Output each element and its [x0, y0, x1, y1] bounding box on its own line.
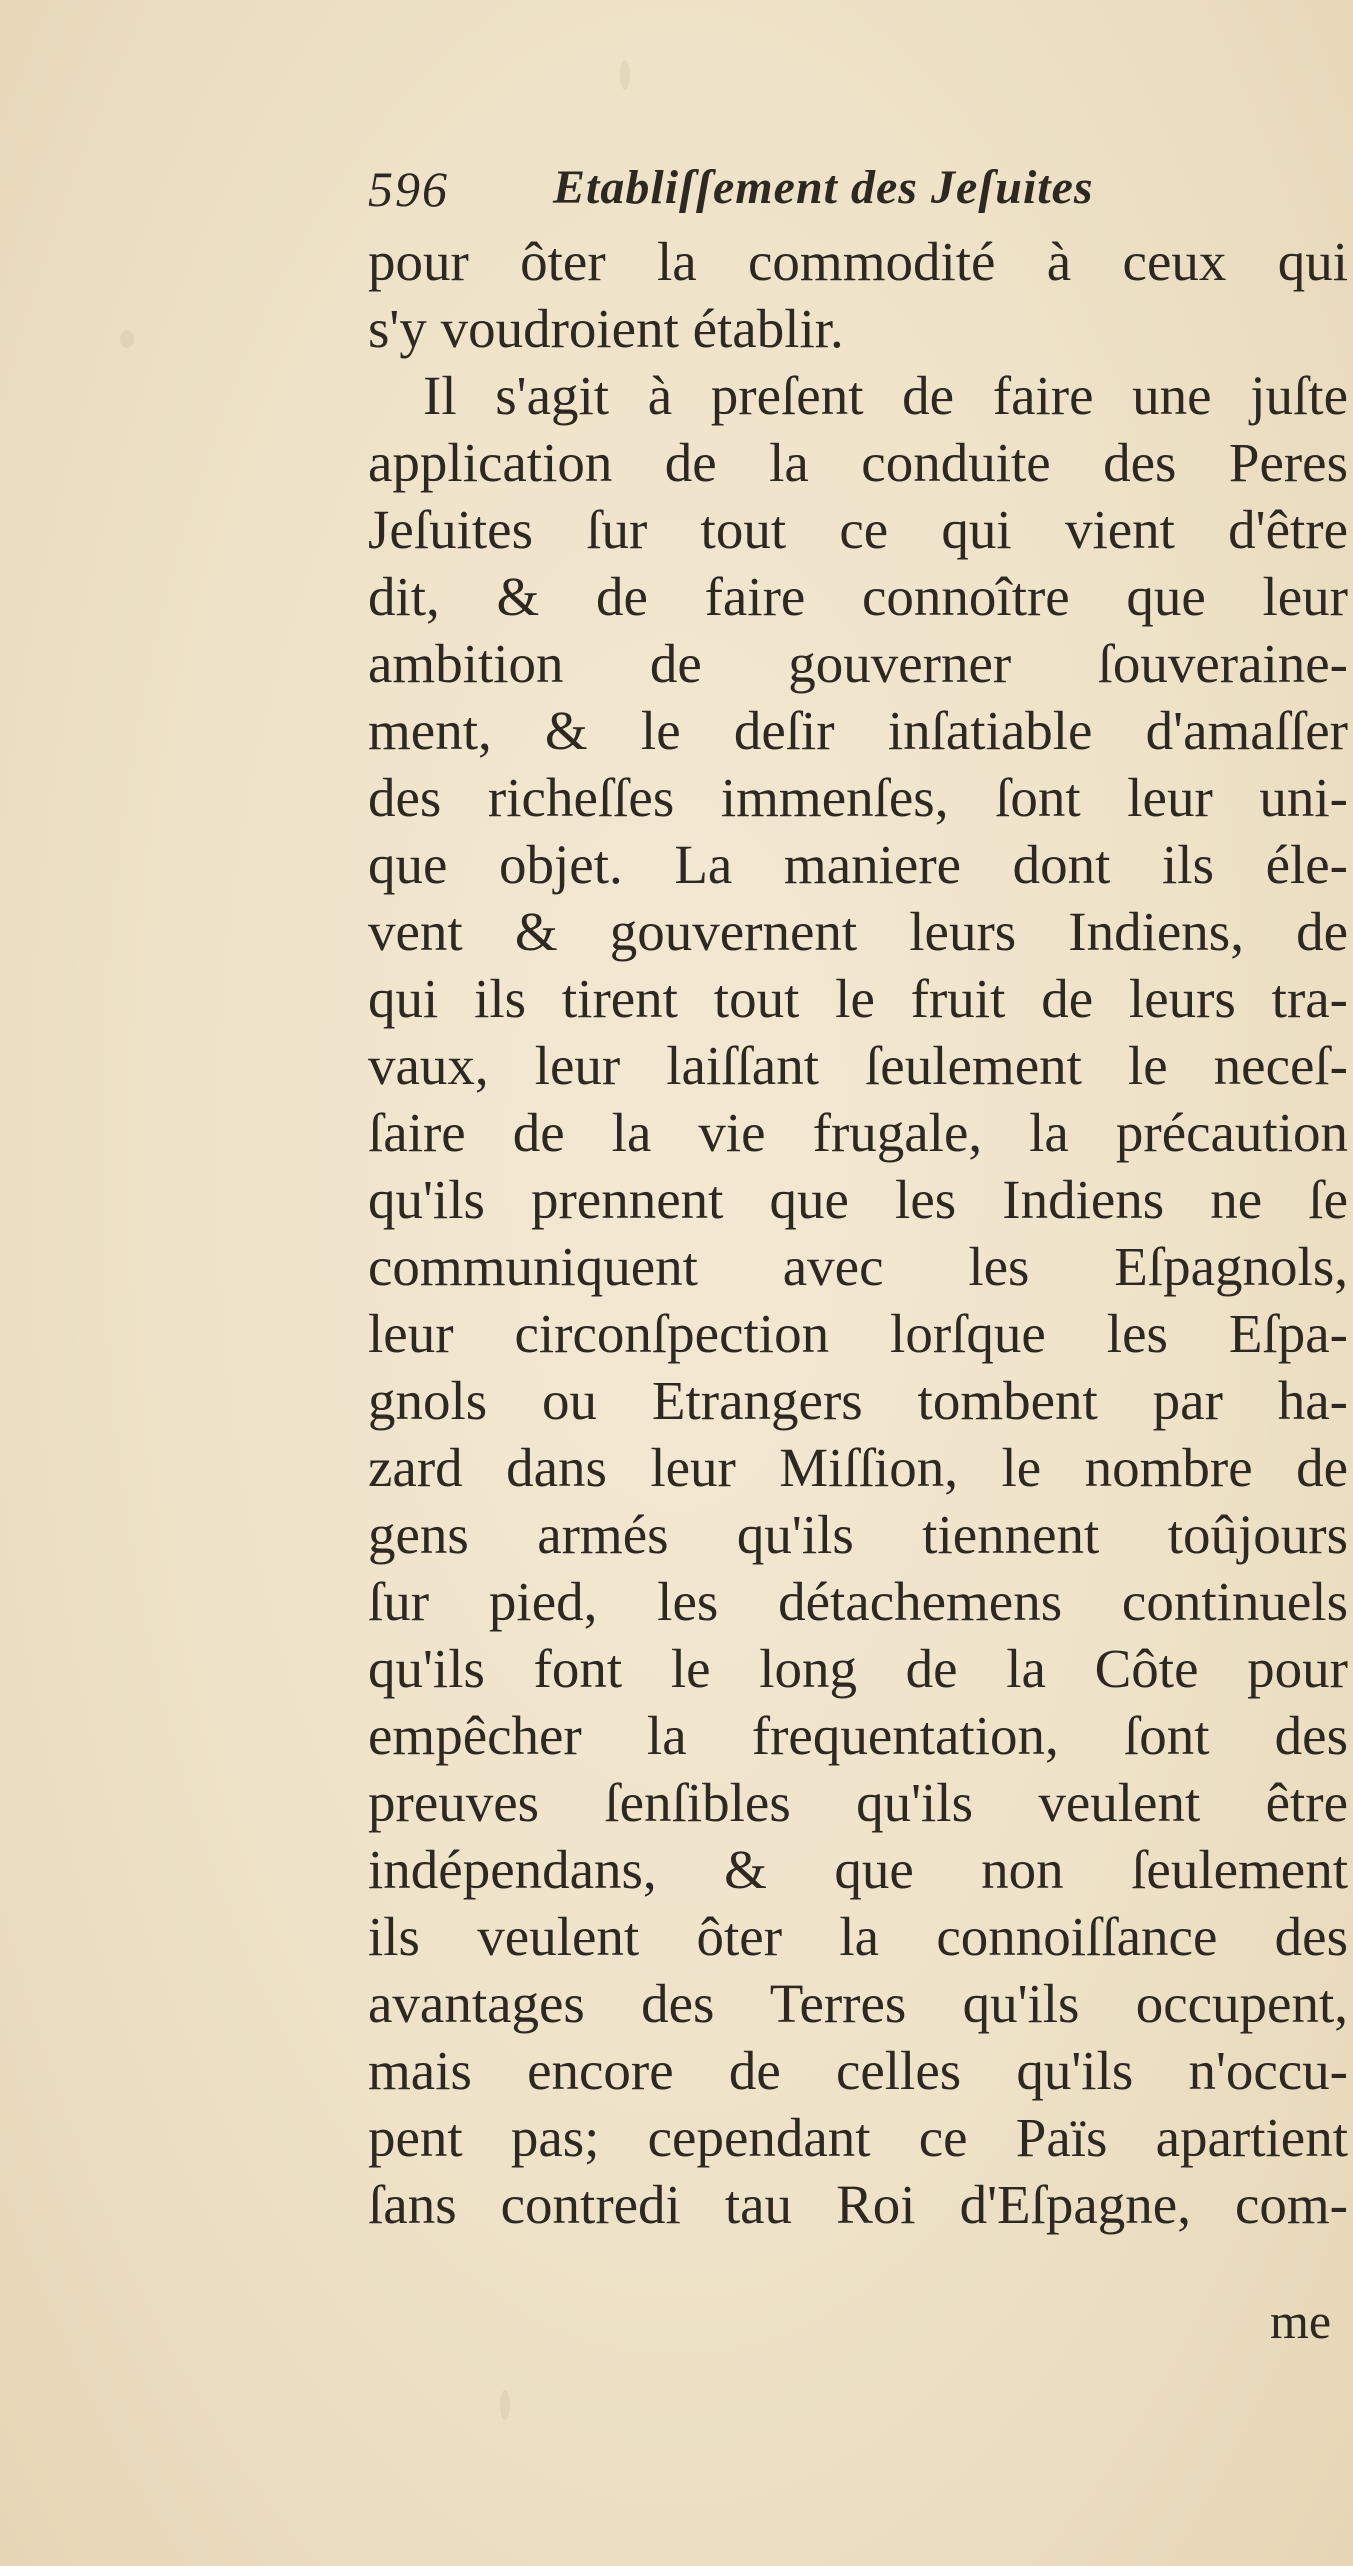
page-number: 596 — [368, 161, 449, 217]
text-line: s'y voudroient établir. — [368, 298, 844, 359]
paper-stain — [500, 2390, 510, 2420]
text-line: application de la conduite des Peres — [368, 432, 1348, 493]
paper-stain — [620, 60, 630, 90]
text-line: gnols ou Etrangers tombent par ha- — [368, 1370, 1348, 1431]
paper-stain — [120, 330, 134, 348]
text-line: ſur pied, les détachemens continuels — [368, 1571, 1348, 1632]
text-line: indépendans, & que non ſeulement — [368, 1839, 1348, 1900]
text-line: ſans contredi tau Roi d'Eſpagne, com- — [368, 2174, 1348, 2235]
text-line: vent & gouvernent leurs Indiens, de — [368, 901, 1348, 962]
text-line: communiquent avec les Eſpagnols, — [368, 1236, 1348, 1297]
text-line: Il s'agit à preſent de faire une juſte — [423, 365, 1348, 426]
text-line: vaux, leur laiſſant ſeulement le neceſ- — [368, 1035, 1348, 1096]
text-line: ils veulent ôter la connoiſſance des — [368, 1906, 1348, 1967]
text-line: preuves ſenſibles qu'ils veulent être — [368, 1772, 1348, 1833]
text-line: leur circonſpection lorſque les Eſpa- — [368, 1303, 1348, 1364]
text-line: mais encore de celles qu'ils n'occu- — [368, 2040, 1348, 2101]
text-line: ment, & le deſir inſatiable d'amaſſer — [368, 700, 1348, 761]
text-line: qu'ils prennent que les Indiens ne ſe — [368, 1169, 1348, 1230]
running-title: Etabliſſement des Jeſuites — [553, 161, 1094, 214]
text-line: qu'ils font le long de la Côte pour — [368, 1638, 1348, 1699]
body-text — [368, 228, 1348, 2238]
text-line: avantages des Terres qu'ils occupent, — [368, 1973, 1348, 2034]
text-line: empêcher la frequentation, ſont des — [368, 1705, 1348, 1766]
text-line: dit, & de faire connoître que leur — [368, 566, 1348, 627]
text-line: pour ôter la commodité à ceux qui — [368, 231, 1348, 292]
text-line: ambition de gouverner ſouveraine- — [368, 633, 1348, 694]
text-line: qui ils tirent tout le fruit de leurs tra- — [368, 968, 1348, 1029]
catchword: me — [1270, 2293, 1332, 2349]
text-line: gens armés qu'ils tiennent toûjours — [368, 1504, 1348, 1565]
text-line: que objet. La maniere dont ils éle- — [368, 834, 1348, 895]
text-line: zard dans leur Miſſion, le nombre de — [368, 1437, 1348, 1498]
text-line: pent pas; cependant ce Païs apartient — [368, 2107, 1348, 2168]
text-line: des richeſſes immenſes, ſont leur uni- — [368, 767, 1348, 828]
text-line: ſaire de la vie frugale, la précaution — [368, 1102, 1348, 1163]
page-header — [368, 160, 1348, 230]
text-line: Jeſuites ſur tout ce qui vient d'être — [368, 499, 1348, 560]
